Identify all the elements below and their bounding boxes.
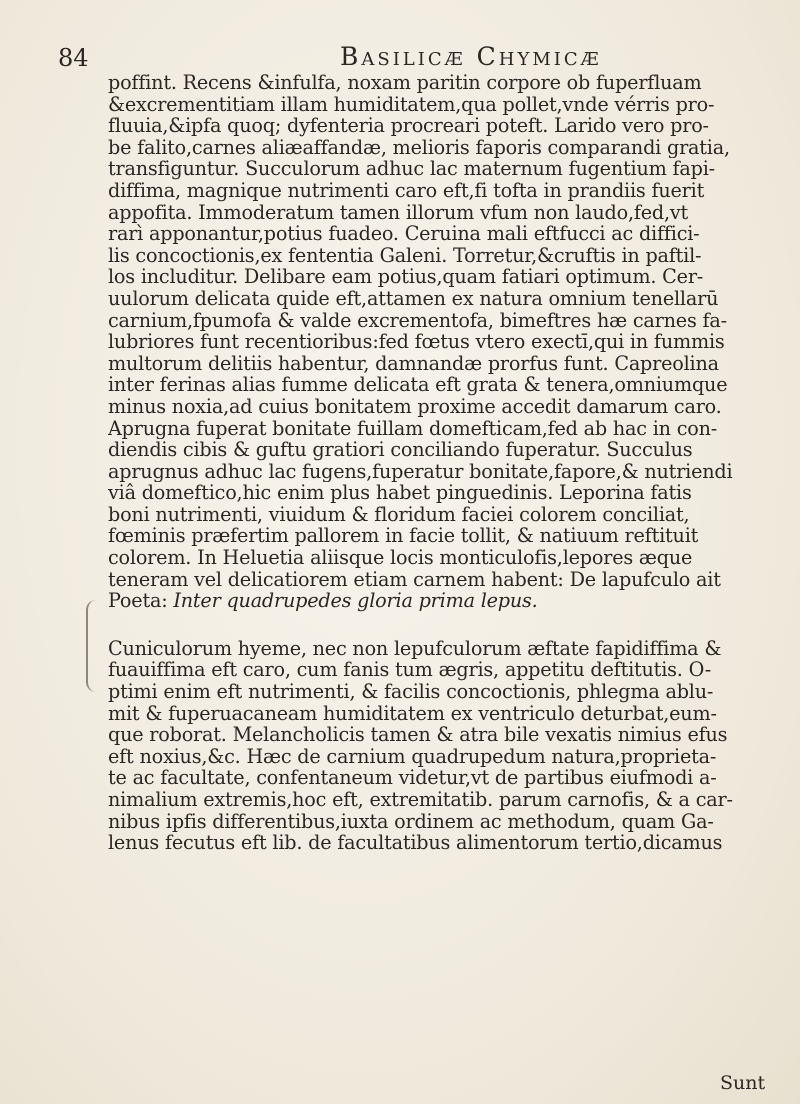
margin-bracket-mark bbox=[86, 600, 106, 692]
body-text bbox=[108, 72, 770, 854]
text-line: aprugnus adhuc lac fugens,fuperatur bonitate,fapore,& nutriendi bbox=[108, 460, 733, 483]
text-line: Cuniculorum hyeme, nec non lepufculorum æftate fapidiffima & bbox=[108, 637, 722, 660]
text-line: los includitur. Delibare eam potius,quam fatiari optimum. Cer- bbox=[108, 266, 704, 288]
running-head: Basilicæ Chymicæ bbox=[340, 42, 602, 71]
text-line: fuauiffima eft caro, cum fanis tum ægris, appetitu deftitutis. O- bbox=[108, 659, 712, 682]
text-line: Aprugna fuperat bonitate fuillam domefticam,fed ab hac in con- bbox=[108, 417, 718, 440]
text-line: diffima, magnique nutrimenti caro eft,fi tofta in prandiis fuerit bbox=[108, 179, 705, 202]
text-line: fœminis præfertim pallorem in facie tollit, & natiuum reftituit bbox=[108, 525, 699, 548]
text-line: lubriores funt recentioribus:fed fœtus vtero exectī,qui in fummis bbox=[108, 331, 725, 353]
poet-quote: Inter quadrupedes gloria prima lepus. bbox=[173, 590, 538, 612]
text-line: inter ferinas alias fumme delicata eft grata & tenera,omniumque bbox=[108, 374, 728, 396]
paragraph-2 bbox=[108, 638, 770, 854]
text-line: que roborat. Melancholicis tamen & atra bile vexatis nimius efus bbox=[108, 724, 728, 746]
text-line: ptimi enim eft nutrimenti, & facilis concoctionis, phlegma ablu- bbox=[108, 681, 714, 703]
poet-label: Poeta: bbox=[108, 590, 168, 612]
text-line: nimalium extremis,hoc eft, extremitatib. parum carnofis, & a car- bbox=[108, 789, 733, 811]
text-line: poffint. Recens &infulfa, noxam paritin corpore ob fuperfluam bbox=[108, 72, 702, 94]
text-line: viâ domeftico,hic enim plus habet pinguedinis. Leporina fatis bbox=[108, 482, 692, 504]
text-line: diendis cibis & guftu gratiori conciliando fuperatur. Succulus bbox=[108, 439, 693, 461]
text-line: lenus fecutus eft lib. de facultatibus alimentorum tertio,dicamus bbox=[108, 832, 723, 854]
catchword: Sunt bbox=[720, 1072, 766, 1094]
paragraph-gap bbox=[108, 612, 770, 638]
text-line: minus noxia,ad cuius bonitatem proxime accedit damarum caro. bbox=[108, 395, 722, 418]
text-line: te ac facultate, confentaneum videtur,vt de partibus eiufmodi a- bbox=[108, 767, 717, 789]
text-line: nibus ipfis differentibus,iuxta ordinem ac methodum, quam Ga- bbox=[108, 810, 714, 833]
text-line: eft noxius,&c. Hæc de carnium quadrupedum natura,proprieta- bbox=[108, 745, 717, 768]
text-line: fluuia,&ipfa quoq; dyfenteria procreari poteft. Larido vero pro- bbox=[108, 115, 709, 137]
text-line: rarì apponantur,potius fuadeo. Ceruina mali eftfucci ac diffici- bbox=[108, 223, 700, 245]
text-line: transfiguntur. Succulorum adhuc lac maternum fugentium fapi- bbox=[108, 158, 715, 180]
text-line: appofita. Immoderatum tamen illorum vfum non laudo,fed,vt bbox=[108, 201, 689, 224]
text-line: multorum delitiis habentur, damnandæ prorfus funt. Capreolina bbox=[108, 352, 719, 375]
paragraph-1 bbox=[108, 72, 770, 612]
text-line: colorem. In Heluetia aliisque locis monticulofis,lepores æque bbox=[108, 547, 693, 569]
text-line: boni nutrimenti, viuidum & floridum faciei colorem conciliat, bbox=[108, 503, 690, 526]
page-number: 84 bbox=[58, 44, 89, 72]
text-line: mit & fuperuacaneam humiditatem ex ventriculo deturbat,eum- bbox=[108, 702, 717, 725]
text-line: be falito,carnes aliæaffandæ, melioris faporis comparandi gratia, bbox=[108, 136, 730, 159]
text-line: uulorum delicata quide eft,attamen ex natura omnium tenellarū bbox=[108, 287, 719, 310]
text-line: teneram vel delicatiorem etiam carnem habent: De lapufculo ait bbox=[108, 568, 721, 591]
poet-line bbox=[108, 590, 770, 612]
text-line: &excrementitiam illam humiditatem,qua pollet,vnde vérris pro- bbox=[108, 93, 715, 116]
text-line: carnium,fpumofa & valde excrementofa, bimeftres hæ carnes fa- bbox=[108, 309, 727, 332]
text-line: lis concoctionis,ex fententia Galeni. Torretur,&cruftis in paftil- bbox=[108, 244, 702, 267]
page-header bbox=[58, 38, 758, 72]
